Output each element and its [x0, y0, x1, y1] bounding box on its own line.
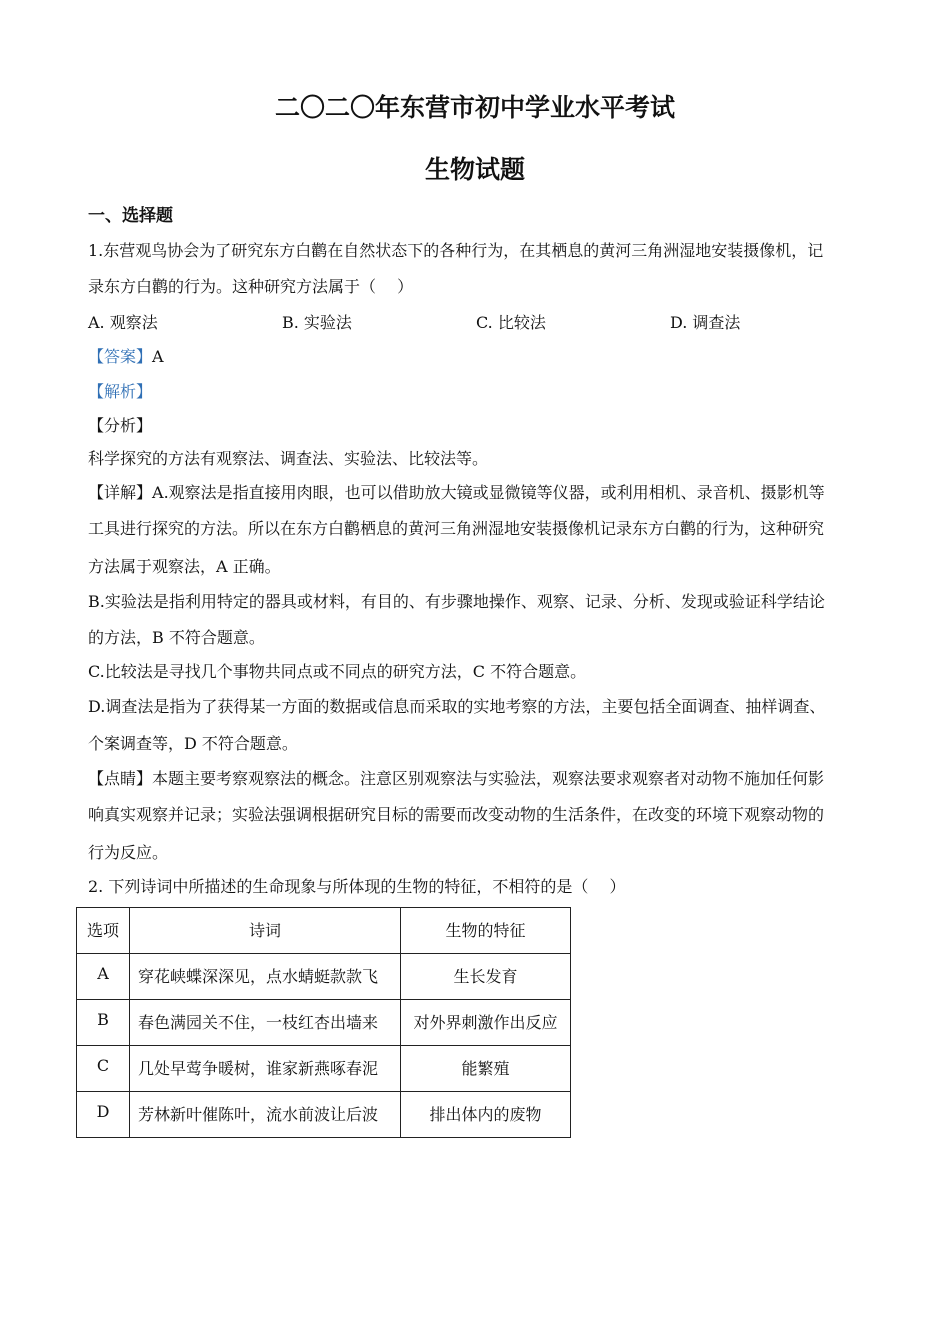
tip-text-1: 本题主要考察观察法的概念。注意区别观察法与实验法，观察法要求观察者对动物不施加任何影	[152, 769, 825, 788]
table-row	[77, 1000, 571, 1046]
answer-label: 【答案】	[88, 347, 153, 366]
detail-line-1	[88, 482, 868, 504]
row-poem: 穿花峡蝶深深见，点水蜻蜓款款飞	[130, 954, 401, 1000]
row-poem: 春色满园关不住，一枝红杏出墙来	[130, 1000, 401, 1046]
detail-line-5: 的方法，B 不符合题意。	[88, 628, 265, 647]
q2-stem: 2. 下列诗词中所描述的生命现象与所体现的生物的特征，不相符的是（ ）	[88, 877, 626, 896]
detail-line-8: 个案调查等，D 不符合题意。	[88, 734, 298, 753]
detail-text-1: A.观察法是指直接用肉眼，也可以借助放大镜或显微镜等仪器，或利用相机、录音机、摄影机等	[152, 483, 825, 502]
tip-line-1	[88, 768, 868, 790]
detail-line-6: C.比较法是寻找几个事物共同点或不同点的研究方法，C 不符合题意。	[88, 662, 587, 681]
detail-label: 【详解】	[88, 483, 153, 502]
header-option: 选项	[77, 908, 130, 954]
answer-value: A	[152, 347, 164, 366]
row-option: B	[77, 1000, 130, 1046]
header-feature: 生物的特征	[401, 908, 571, 954]
table-row	[77, 1092, 571, 1138]
fenxi-label: 【分析】	[88, 416, 153, 435]
row-feature: 生长发育	[401, 954, 571, 1000]
row-feature: 排出体内的废物	[401, 1092, 571, 1138]
row-feature: 对外界刺激作出反应	[401, 1000, 571, 1046]
q1-stem-line-2: 录东方白鹳的行为。这种研究方法属于（ ）	[88, 277, 414, 296]
q1-option-a: A. 观察法	[88, 313, 158, 332]
row-feature: 能繁殖	[401, 1046, 571, 1092]
fenxi-text: 科学探究的方法有观察法、调查法、实验法、比较法等。	[88, 449, 489, 468]
detail-line-7: D.调查法是指为了获得某一方面的数据或信息而采取的实地考察的方法，主要包括全面调查、抽样调查、	[88, 697, 826, 716]
detail-line-4: B.实验法是指利用特定的器具或材料，有目的、有步骤地操作、观察、记录、分析、发现或验证科学结论	[88, 592, 825, 611]
row-poem: 芳林新叶催陈叶，流水前波让后波	[130, 1092, 401, 1138]
row-option: A	[77, 954, 130, 1000]
exam-title: 二〇二〇年东营市初中学业水平考试	[274, 93, 675, 122]
table-row	[77, 1046, 571, 1092]
q1-stem-line-1: 1.东营观鸟协会为了研究东方白鹳在自然状态下的各种行为，在其栖息的黄河三角洲湿地安装摄像机，记	[88, 241, 824, 260]
table-header-row	[77, 908, 571, 954]
q1-option-b: B. 实验法	[282, 313, 352, 332]
tip-line-3: 行为反应。	[88, 843, 169, 862]
q1-answer	[88, 346, 868, 368]
q1-option-d: D. 调查法	[670, 313, 741, 332]
row-option: C	[77, 1046, 130, 1092]
q2-table	[76, 907, 571, 1138]
row-option: D	[77, 1092, 130, 1138]
table-row	[77, 954, 571, 1000]
exam-subtitle: 生物试题	[424, 155, 525, 184]
section-heading: 一、选择题	[88, 206, 173, 226]
q1-option-c: C. 比较法	[476, 313, 546, 332]
analysis-label: 【解析】	[88, 382, 153, 401]
header-poem: 诗词	[130, 908, 401, 954]
detail-line-3: 方法属于观察法，A 正确。	[88, 557, 281, 576]
tip-label: 【点睛】	[88, 769, 153, 788]
detail-line-2: 工具进行探究的方法。所以在东方白鹳栖息的黄河三角洲湿地安装摄像机记录东方白鹳的行为，这种研究	[88, 519, 825, 538]
row-poem: 几处早莺争暖树，谁家新燕啄春泥	[130, 1046, 401, 1092]
tip-line-2: 响真实观察并记录；实验法强调根据研究目标的需要而改变动物的生活条件，在改变的环境下观察动物的	[88, 805, 825, 824]
